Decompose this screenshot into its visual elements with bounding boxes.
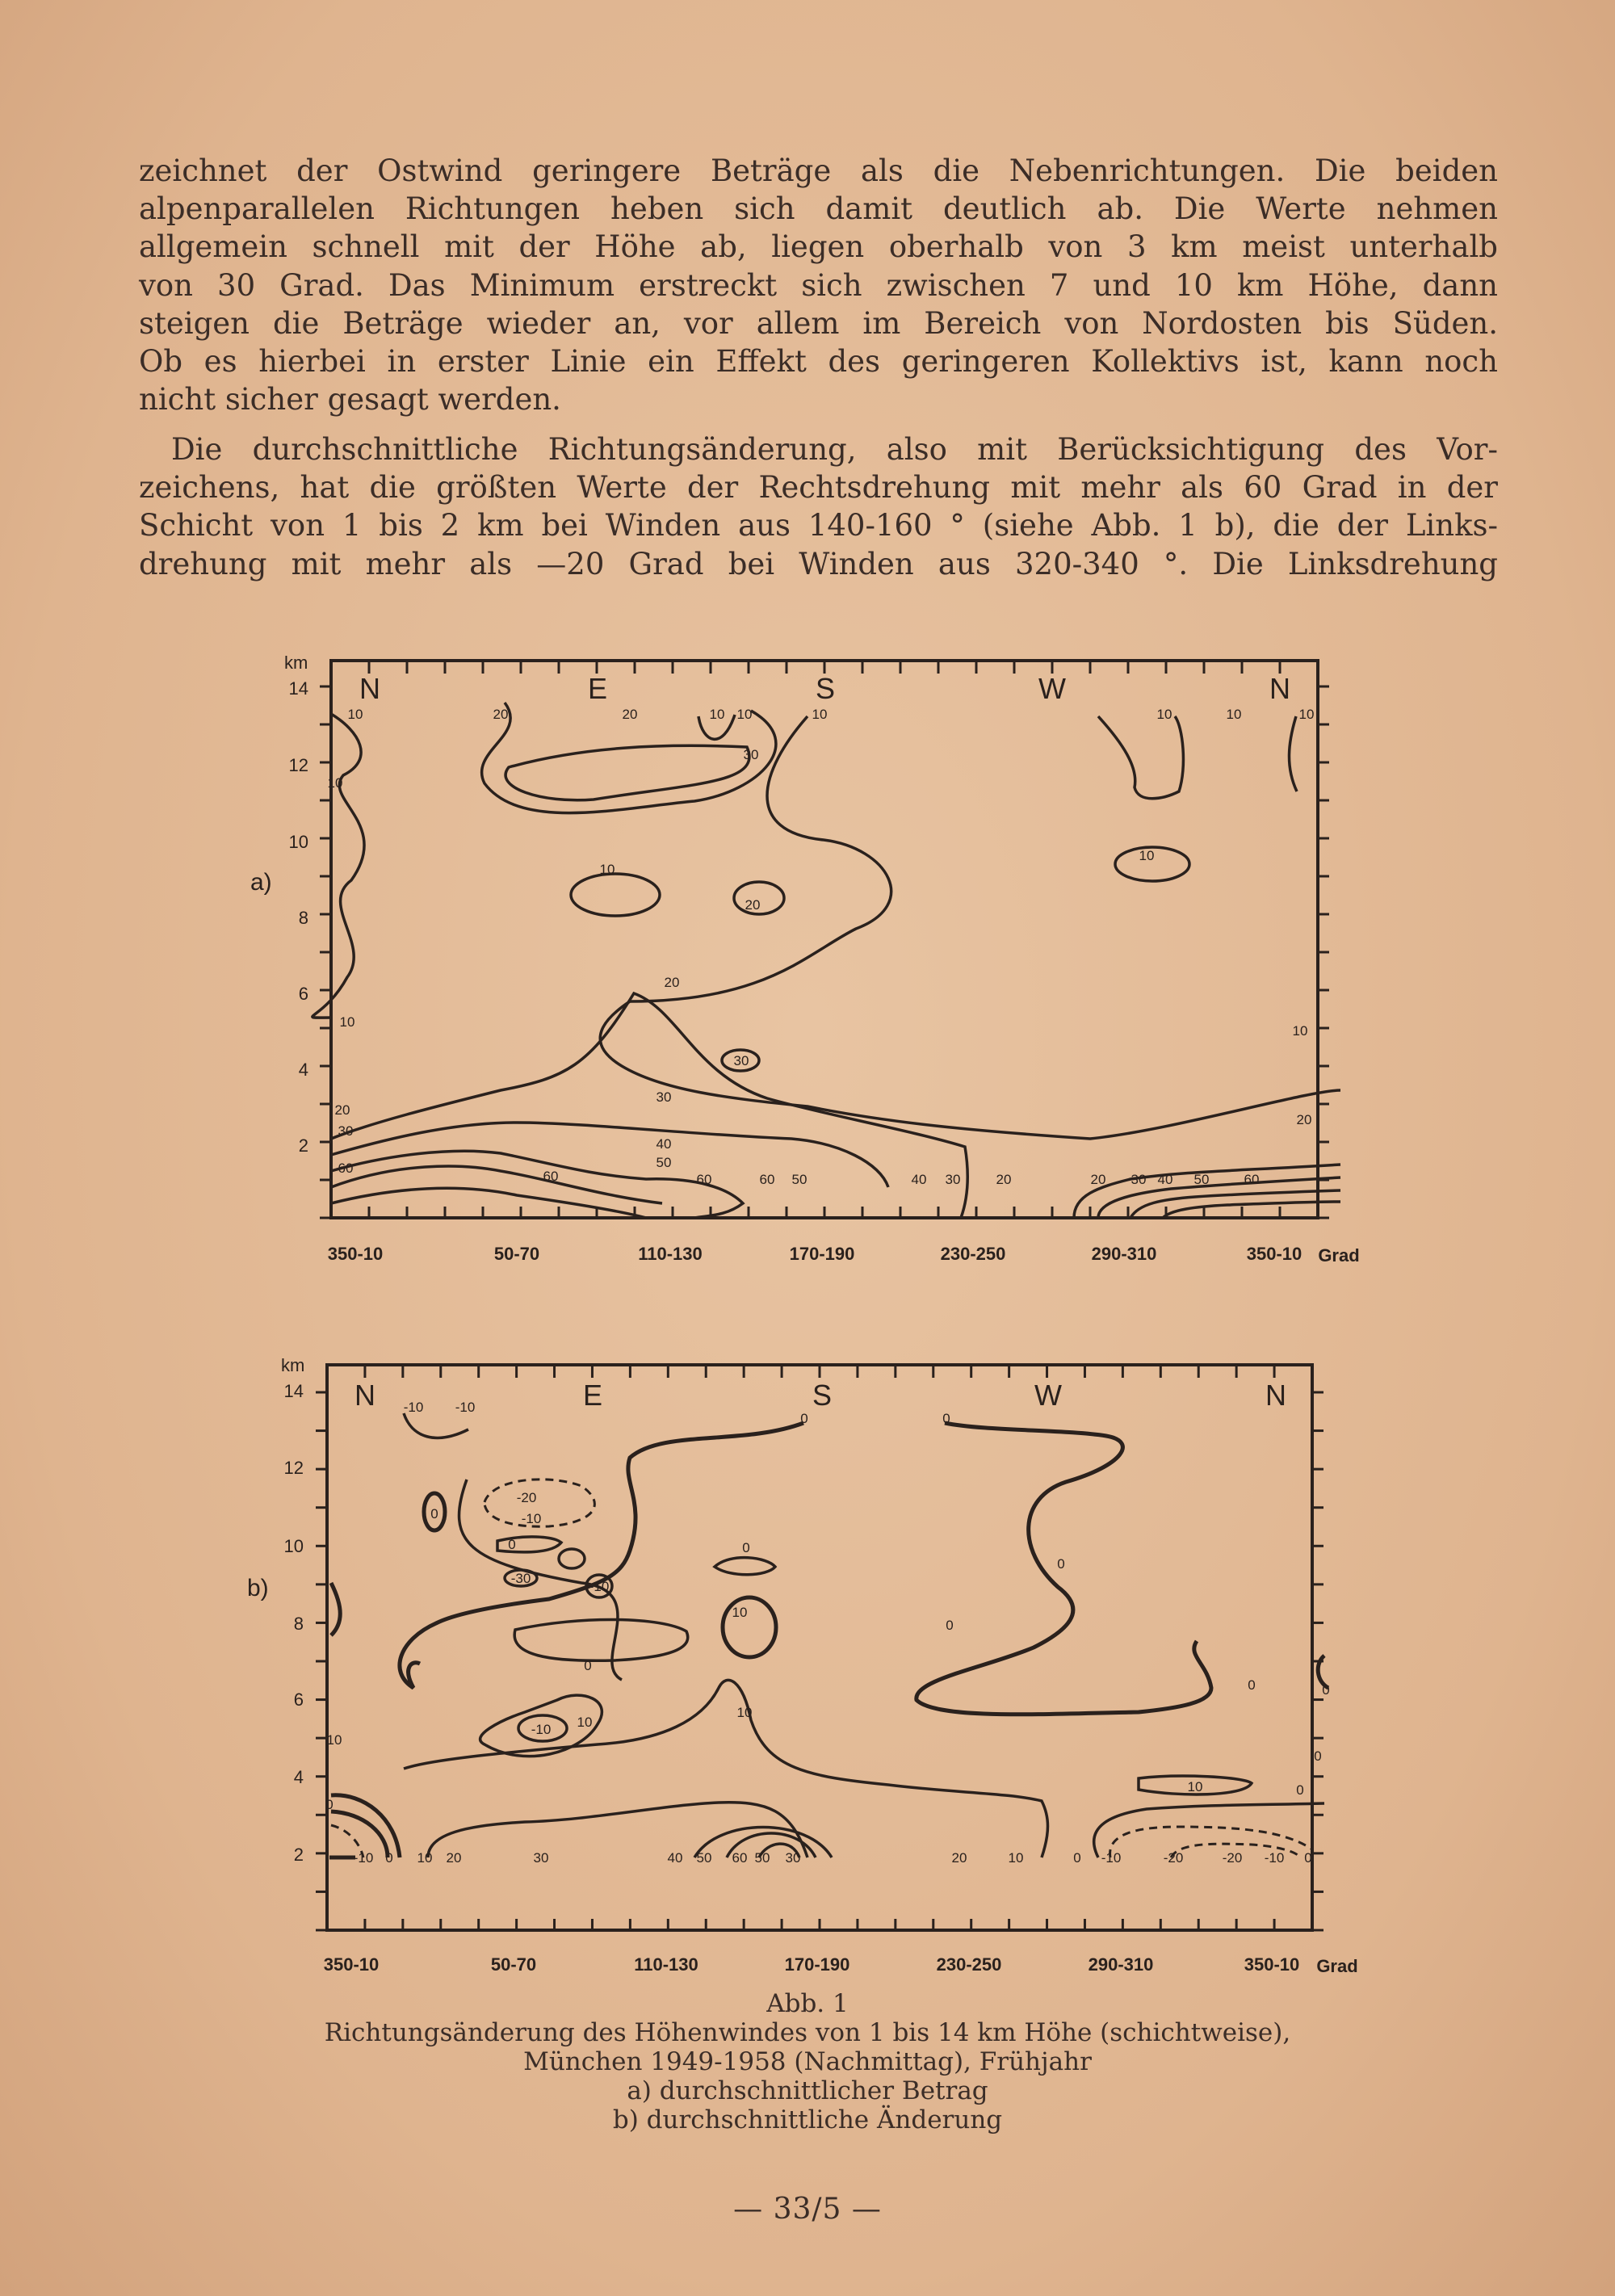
figure-a-frame [320,661,1329,1218]
x-tick-label: 50-70 [493,1244,540,1264]
figure-b-svg [242,1341,1389,1987]
contour-label: 10 [1226,707,1242,722]
contour-label: 20 [446,1850,462,1866]
contour-label: 30 [733,1053,749,1068]
contour-label: 20 [664,975,680,990]
contour-label: 60 [759,1172,775,1187]
compass-label: W [1034,1379,1062,1412]
contour-closed [571,874,660,916]
contour-label: 10 [577,1715,593,1730]
caption-line: München 1949-1958 (Nachmittag), Frühjahr [523,2047,1092,2076]
y-unit: km [284,653,308,673]
contour-label: 20 [1090,1172,1106,1187]
contour-line [331,993,967,1218]
contour-label: 0 [385,1850,393,1866]
contour-line [313,714,364,1018]
text-line: von 30 Grad. Das Minimum erstreckt sich zwischen 7 und 10 km Höhe, dann [139,267,1498,303]
contour-label: 30 [743,747,759,762]
text-line: zeichens, hat die größten Werte der Rechtsdrehung mit mehr als 60 Grad in der [139,470,1498,506]
caption-line: a) durchschnittlicher Betrag [627,2076,988,2105]
page-number: — 33/5 — [733,2193,882,2226]
contour-label: 30 [945,1172,961,1187]
panel-label: b) [247,1575,269,1601]
contour-line [505,745,749,800]
contour-label: -10 [589,1579,610,1594]
contour-label: 10 [599,862,615,877]
contour-label: -10 [455,1400,476,1415]
contour-label: 0 [1073,1850,1081,1866]
contour-line [404,1680,1048,1857]
contour-line [1094,1803,1324,1857]
x-tick-label: 290-310 [1091,1244,1157,1264]
contour-label: -10 [353,1850,374,1866]
compass-label: E [587,672,608,705]
figure-a-contour-chart [242,638,1389,1284]
compass-labels [354,1379,1286,1412]
y-tick-label: 10 [288,832,308,852]
y-tick-label: 8 [298,908,308,928]
x-tick-label: 50-70 [490,1954,537,1975]
contour-label: 0 [942,1411,950,1426]
figure-b-contours [404,1413,1324,1857]
contour-label: 20 [334,1102,350,1118]
plot-frame [331,661,1318,1218]
y-tick-label: 14 [283,1381,304,1401]
compass-labels [359,672,1290,705]
contour-line [715,1558,775,1575]
contour-label: 0 [584,1658,592,1673]
contour-label: -20 [1163,1850,1184,1866]
contour-label: 0 [1314,1748,1322,1764]
contour-label: 0 [800,1411,808,1426]
contour-label: 10 [709,707,725,722]
contour-label: 0 [1296,1782,1304,1798]
contour-label: 0 [325,1797,333,1812]
contour-label: 10 [1156,707,1172,722]
contour-label: 10 [347,707,363,722]
contour-label: 10 [326,1732,342,1748]
contour-label: -10 [521,1511,542,1526]
contour-label: 50 [696,1850,712,1866]
contour-label: 10 [1139,848,1155,863]
contour-line [1098,716,1183,799]
text-line: drehung mit mehr als —20 Grad bei Winden aus 320-340 °. Die Linksdrehung [139,546,1498,581]
contour-label: 0 [1304,1850,1312,1866]
y-unit: km [281,1355,305,1375]
figure-b-contours-dashed [331,1480,1312,1857]
contour-line [1289,716,1297,791]
caption-line: b) durchschnittliche Änderung [612,2105,1003,2134]
figure-b-contour-labels [325,1400,1329,1866]
contour-label: 10 [1187,1779,1203,1794]
contour-label: 30 [533,1850,549,1866]
contour-closed [723,1597,776,1657]
text-line: zeichnet der Ostwind geringere Beträge als die Nebenrichtungen. Die beiden [139,153,1498,188]
contour-label: 10 [327,775,343,791]
contour-label: 60 [732,1850,748,1866]
contour-label: 20 [996,1172,1012,1187]
contour-label: 60 [696,1172,712,1187]
y-tick-label: 6 [293,1689,304,1710]
compass-label: S [815,672,836,705]
compass-label: N [359,672,380,705]
contour-line [428,1803,808,1857]
contour-label: 0 [1322,1682,1330,1698]
contour-label: 30 [785,1850,801,1866]
contour-label: 20 [951,1850,967,1866]
contour-label: 60 [1244,1172,1260,1187]
figure-a-contour-labels [328,707,1315,1187]
contour-label: 0 [742,1540,750,1555]
figure-a-svg [242,638,1389,1284]
text-line: Ob es hierbei in erster Linie ein Effekt des geringeren Kollektivs ist, kann noch [139,344,1498,380]
contour-line [331,1166,662,1203]
x-tick-label: 350-10 [323,1954,380,1975]
x-tick-label: 230-250 [936,1954,1002,1975]
contour-line [600,716,1340,1139]
y-tick-label: 10 [283,1536,304,1556]
figure-a-contours [313,703,1340,1218]
text-line: Die durchschnittliche Richtungsänderung, also mit Berücksichtigung des Vor- [171,432,1498,467]
x-tick-label: 110-130 [638,1244,703,1264]
y-tick-label: 14 [288,678,308,699]
text-line: Schicht von 1 bis 2 km bei Winden aus 140-160 ° (siehe Abb. 1 b), die der Links- [139,508,1498,544]
contour-label: 10 [736,707,753,722]
compass-label: E [582,1379,603,1412]
contour-label: 0 [1057,1556,1065,1572]
compass-label: N [1265,1379,1286,1412]
y-tick-label: 2 [298,1135,308,1156]
text-line: allgemein schnell mit der Höhe ab, liegen oberhalb von 3 km meist unterhalb [139,229,1498,265]
text-line: steigen die Beträge wieder an, vor allem im Bereich von Nordosten bis Süden. [139,305,1498,341]
contour-line [400,1423,803,1688]
contour-label: 30 [656,1089,672,1105]
contour-label: 0 [430,1506,438,1522]
x-tick-marks [320,661,1329,1218]
x-tick-labels [328,1244,1360,1266]
figure-b-contour-chart [242,1341,1389,1987]
x-tick-label: 230-250 [940,1244,1006,1264]
contour-line [331,1583,340,1635]
text-line: alpenparallelen Richtungen heben sich damit deutlich ab. Die Werte nehmen [139,191,1498,227]
contour-label: 10 [732,1605,748,1620]
compass-label: W [1038,672,1066,705]
y-tick-label: 4 [298,1060,308,1080]
x-tick-label: 350-10 [1244,1954,1300,1975]
contour-line [331,1795,400,1857]
contour-line [514,1619,688,1660]
contour-label: 30 [1130,1172,1147,1187]
contour-label: 50 [1193,1172,1210,1187]
contour-line [331,1151,743,1218]
contour-line [1163,1202,1340,1218]
contour-line [497,1537,561,1552]
panel-label: a) [250,869,272,896]
contour-label: 20 [745,897,761,913]
contour-label: -20 [516,1490,537,1505]
contour-label: 10 [812,707,828,722]
paragraph-2 [139,430,1498,583]
contour-label: -10 [403,1400,424,1415]
contour-closed [559,1549,585,1568]
compass-label: S [812,1379,833,1412]
contour-label: 60 [543,1169,559,1184]
contour-label: 60 [338,1161,354,1176]
contour-label: 50 [754,1850,770,1866]
contour-label: 0 [508,1537,516,1552]
x-tick-label: 170-190 [789,1244,855,1264]
contour-label: 20 [1296,1112,1312,1127]
contour-label: 10 [339,1014,355,1030]
contour-label: 10 [1292,1023,1308,1039]
figure-caption [0,1989,1615,2134]
contour-label: 40 [656,1136,672,1152]
contour-line [404,1413,468,1438]
x-tick-label: 350-10 [1246,1244,1302,1264]
y-tick-label: 12 [283,1458,304,1478]
x-unit: Grad [1318,1245,1360,1266]
contour-label: 50 [656,1155,672,1170]
contour-label: -20 [1222,1850,1243,1866]
contour-label: -10 [1264,1850,1285,1866]
x-unit: Grad [1316,1956,1358,1976]
y-tick-labels [284,1381,304,1865]
text-line: nicht sicher gesagt werden. [139,382,561,418]
figure-b-contours-bold [326,1423,1328,1857]
compass-label: N [1269,672,1290,705]
contour-label: 40 [667,1850,683,1866]
y-tick-label: 6 [298,984,308,1004]
contour-label: 40 [1157,1172,1173,1187]
compass-label: N [354,1379,375,1412]
y-tick-label: 12 [288,755,308,775]
contour-label: -30 [510,1571,531,1586]
contour-label: 30 [338,1123,354,1139]
figure-b-axes-text [247,1355,1358,1976]
x-tick-labels [324,1954,1358,1976]
x-tick-label: 110-130 [634,1954,698,1975]
contour-label: 0 [946,1618,954,1633]
contour-label: 10 [736,1705,753,1720]
y-tick-label: 8 [293,1614,304,1634]
y-tick-label: 2 [293,1845,304,1865]
x-tick-label: 170-190 [784,1954,850,1975]
contour-label: 0 [1248,1677,1256,1693]
contour-label: -10 [531,1722,552,1737]
contour-label: 50 [791,1172,808,1187]
y-tick-label: 4 [293,1767,304,1787]
contour-label: 20 [493,707,509,722]
contour-label: 20 [622,707,638,722]
x-tick-label: 350-10 [327,1244,384,1264]
contour-label: 40 [911,1172,927,1187]
contour-label: 10 [1008,1850,1024,1866]
y-tick-labels [289,678,308,1156]
contour-label: -10 [1101,1850,1122,1866]
contour-label: 10 [417,1850,433,1866]
caption-line: Richtungsänderung des Höhenwindes von 1 bis 14 km Höhe (schichtweise), [324,2018,1291,2047]
x-tick-label: 290-310 [1088,1954,1154,1975]
caption-label: Abb. 1 [766,1989,849,2018]
contour-label: 10 [1298,707,1315,722]
paragraph-1 [139,152,1498,418]
